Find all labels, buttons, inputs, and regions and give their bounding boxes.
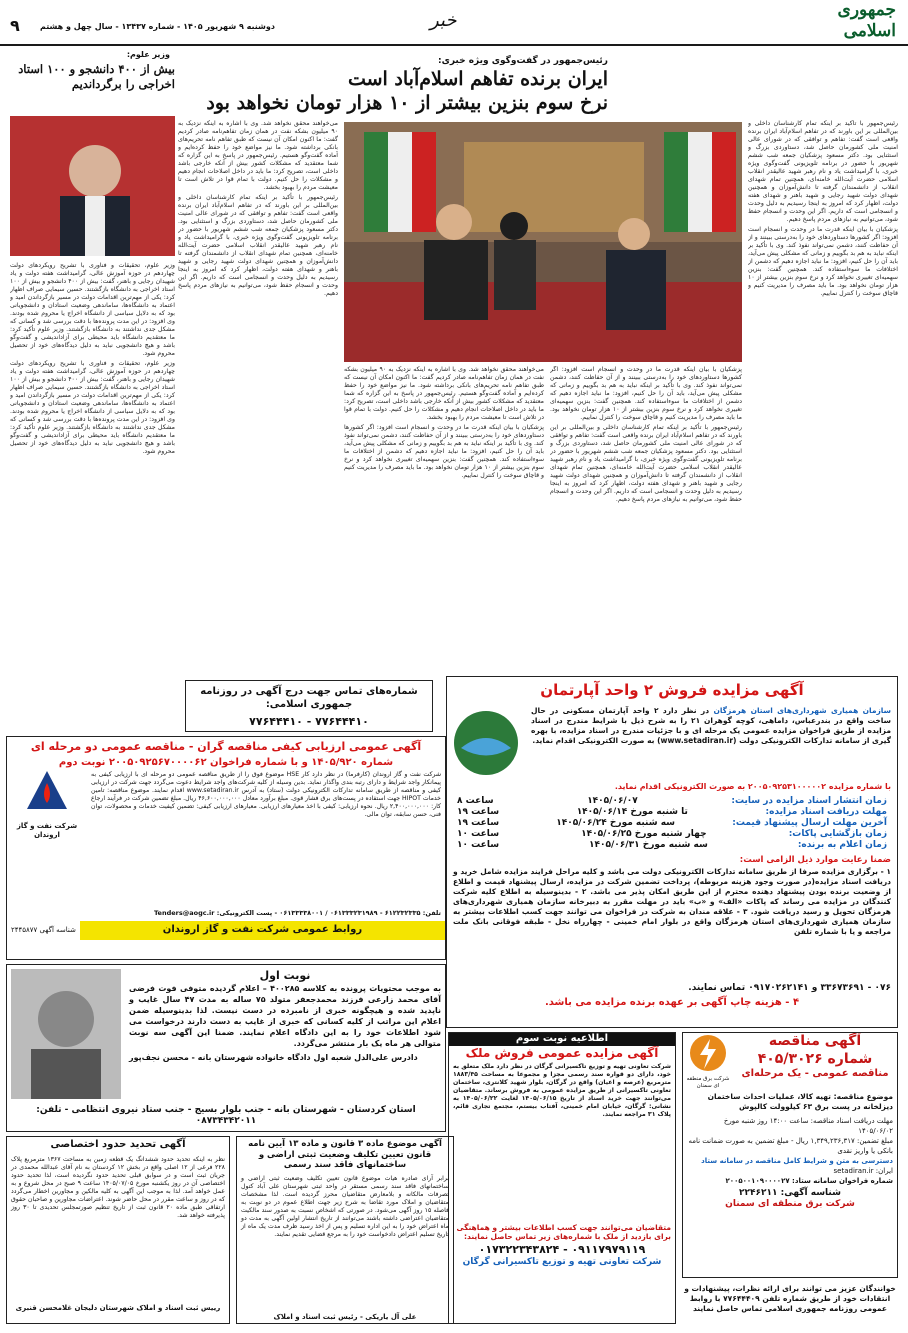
auction-title: آگهی مزایده فروش ۲ واحد آپارتمان xyxy=(540,681,804,699)
land-registration-title: آگهی موضوع ماده ۳ قانون و ماده ۱۳ آیین نامه قانون تعیین تکلیف وضعیت ثبتی اراضی و ساختمانهای فاقد سند رسمی xyxy=(248,1139,442,1171)
contact-box xyxy=(185,680,433,732)
oil-tender-footer: روابط عمومی شرکت نفت و گاز اروندان xyxy=(80,921,445,940)
section-title: خبر xyxy=(430,10,457,31)
land-registration-footer: علی آل یاریکی - رئیس ثبت اسناد و املاک xyxy=(273,1312,417,1321)
lead-column-3: می‌خواهند محقق نخواهد شد. وی با اشاره به اینکه نزدیک به ۹۰ میلیون بشکه نفت در همان زمان تفاهم‌نامه صادر کردیم گفت: ما اکنون امکان آن نیست که طبق تفاهم نامه تحریم‌های بانکی برداشته شود. ما نیز مواضع خود را حفظ کرده‌ایم و آماده گفت‌وگو هستیم. رئیس‌جمهور در پاسخ به این گزاره که شما معتقدید که مشکلات کشور بیش از آنکه خارجی باشد داخلی است، تصریح کرد: ما باید در داخل اصلاحات انجام دهیم و مشکلات را حل کنیم. دولت با تمام قوا در تلاش است تا معیشت مردم را بهبود بخشد. پزشکیان با بیان اینکه قدرت ما در وحدت و انسجام است افزود: اگر کشورها دستاوردهای خود را به‌درستی ببینند و از آن حفاظت کنند، دشمن نمی‌تواند نفوذ کند. وی با تأکید بر اینکه نباید به هم بد بگوییم و زمانی که مشکلی پیش می‌آید، باید آن را حل کنیم، افزود: ما نباید اجازه دهیم که دشمن از اختلافات ما سوءاستفاده کند. همچنین گفت: بنزین سهمیه‌ای تغییری نخواهد کرد و نرخ سوم بنزین بیشتر از ۱۰ هزار تومان نخواهد بود. ما باید مصرف را مدیریت کنیم و قاچاق سوخت را کنترل نماییم. xyxy=(344,366,544,479)
lead-column-2: پزشکیان با بیان اینکه قدرت ما در وحدت و انسجام است افزود: اگر کشورها دستاوردهای خود را به‌درستی ببینند و از آن حفاظت کنند، دشمن نمی‌تواند نفوذ کند. وی با تأکید بر اینکه نباید به هم بد بگوییم و زمانی که مشکلی پیش می‌آید، باید آن را حل کنیم، افزود: ما نباید اجازه دهیم که دشمن از اختلافات ما سوءاستفاده کند. همچنین گفت: بنزین سهمیه‌ای تغییری نخواهد کرد و نرخ سوم بنزین بیشتر از ۱۰ هزار تومان نخواهد بود. ما باید مصرف را مدیریت کنیم و قاچاق سوخت را کنترل نماییم. رئیس‌جمهور با تأکید بر اینکه تمام کارشناسان داخلی و بین‌المللی بر این باورند که در تفاهم اسلام‌آباد ایران برنده واقعی است گفت: تفاهم و توافقی که در شورای عالی امنیت ملی کشورمان حاصل شد، دستاوردی بزرگ و استثنایی بود. دکتر مسعود پزشکیان جمعه شب ششم شهریور با حضور در برنامه تلویزیونی گفت‌وگوی ویژه خبری، با گرامیداشت یاد و نام رهبر شهید عالیقدر انقلاب اسلامی حضرت آیت‌الله خامنه‌ای، همچنین تمام شهدای انقلاب از دانشمندان گرفته تا دانش‌آموزان و همچنین شهدای دولت شهید رجایی و شهید باهنر و شهدای هفته دولت، اظهار کرد که امروز به اینجا رسیدیم به دلیل وحدت و انسجامی است که داریم. اگر این وحدت و انسجام حفظ شود، می‌توانیم به نیازهای مردم پاسخ دهیم. xyxy=(550,366,742,503)
person-portrait-icon xyxy=(11,969,121,1099)
notice-address: استان کردستان - شهرستان بانه - جنب بلوار بسیج - جنب ستاد نیروی انتظامی - تلفن: ۰۸۷۳۴۳۴۲۰۱۱ xyxy=(36,1105,416,1127)
oil-company-logo-icon xyxy=(17,769,77,819)
power-tender-company: شرکت برق منطقه ای سمنان xyxy=(725,1198,855,1209)
notice-title: نوبت اول xyxy=(259,969,311,982)
sidebar-kicker: وزیر علوم: xyxy=(126,50,170,59)
auction-intro: سازمان همیاری شهرداری‌های استان هرمزگان در نظر دارد ۲ واحد آپارتمان مسکونی در حال ساخت واقع در بندرعباس، داماهی، کوچه گوهران ۲۱ را به شرح ذیل با شرایط مندرج در اسناد مزایده از طریق فراخوان مزایده عمومی یک مرحله ای و با جزئیات مندرج در اسناد مزایده، با بهره گیری از سامانه تدارکات الکترونیکی دولت (www.setadiran.ir) به صورت الکترونیکی اقدام نماید. xyxy=(531,705,892,745)
lead-subheadline: نرخ سوم بنزین بیشتر از ۱۰ هزار تومان نخواهد بود xyxy=(206,92,608,114)
page-number: ۹ xyxy=(10,16,20,35)
contact-title: شماره‌های تماس جهت درج آگهی در روزنامه جمهوری اسلامی: xyxy=(200,686,418,710)
auction-ad xyxy=(446,676,898,1028)
lead-column-4: می‌خواهند محقق نخواهد شد. وی با اشاره به اینکه نزدیک به ۹۰ میلیون بشکه نفت در همان زمان تفاهم‌نامه صادر کردیم گفت: ما اکنون امکان آن نیست که طبق تفاهم نامه تحریم‌های بانکی برداشته شود. ما نیز مواضع خود را حفظ کرده‌ایم و آماده گفت‌وگو هستیم. رئیس‌جمهور در پاسخ به این گزاره که شما معتقدید که مشکلات کشور بیش از آنکه خارجی باشد داخلی است، تصریح کرد: ما باید در داخل اصلاحات انجام دهیم و مشکلات را حل کنیم. دولت با تمام قوا در تلاش است تا معیشت مردم را بهبود بخشد. رئیس‌جمهور با تأکید بر اینکه تمام کارشناسان داخلی و بین‌المللی بر این باورند که در تفاهم اسلام‌آباد ایران برنده واقعی است گفت: تفاهم و توافقی که در شورای عالی امنیت ملی کشورمان حاصل شد، دستاوردی بزرگ و استثنایی بود. دکتر مسعود پزشکیان جمعه شب ششم شهریور با حضور در برنامه تلویزیونی گفت‌وگوی ویژه خبری، با گرامیداشت یاد و نام رهبر شهید عالیقدر انقلاب اسلامی حضرت آیت‌الله خامنه‌ای، همچنین تمام شهدای انقلاب از دانشمندان گرفته تا دانش‌آموزان و همچنین شهدای دولت شهید رجایی و شهید باهنر و شهدای هفته دولت، اظهار کرد که امروز به اینجا رسیدیم به دلیل وحدت و انسجامی است که داریم. اگر این وحدت و انسجام حفظ شود، می‌توانیم به نیازهای مردم پاسخ دهیم. xyxy=(178,120,338,297)
auction-schedule xyxy=(447,792,897,855)
auction-footer: ۴ - هزینه چاپ آگهی بر عهده برنده مزایده می باشد. xyxy=(544,996,800,1008)
auction-phones: ۰۷۶ - ۳۳۶۷۳۶۹۱ و ۰۹۱۷۰۲۶۲۱۴۱ تماس نمایند. xyxy=(688,983,891,994)
schedule-row: زمان اعلام به برنده: سه شنبه مورخ ۱۴۰۵/۰۶/۳۱ ساعت ۱۰ xyxy=(457,839,887,850)
boundary-notice-title: آگهی تحدید حدود اختصاصی xyxy=(50,1139,186,1150)
newspaper-logo xyxy=(826,0,896,41)
minister-portrait-icon xyxy=(10,116,175,256)
auction-conditions: ۱ - برگزاری مزایده صرفا از طریق سامانه تدارکات الکترونیکی دولت می باشد و کلیه مراحل فرایند مزایده شامل خرید و دریافت اسناد مزایده(در صورت وجود هزینه مربوطه)، پرداخت تضمین شرکت در مزایده، ارسال پیشنهاد قیمت و اطلاع از وضعیت برنده بودن پیشنهاد دهنده محترم از این طریق امکان پذیر می باشد. ۲ - بدینوسیله به اطلاع کلیه شرکت کنندگان در مزایده می رساند که پاکات «الف» و «ب» باید در مهلت مقرر به دبیرخانه سازمان همیاری شهرداری‌های هرمزگان تحویل و رسید دریافت شود. ۳ - علاقه مندان به شرکت در فراخوان می توانند جهت کسب اطلاعات بیشتر به سازمان همیاری شهرداری‌های استان هرمزگان واقع در بلوار امام خمینی - چهارراه نخل - طبقه فوقانی بانک ملت مراجعه و یا با شماره تلفن xyxy=(453,867,891,937)
notice-body: به موجب محتویات پرونده به کلاسه ۴۰۰۲۸۵ – اعلام گردیده متوفی فوت فرضی آقای محمد زارعی فرزند محمدجعفر متولد ۷۵ ساله به مدت ۴۷ سال غایب و ناپدید شده و هیچگونه خبری از نامبرده در دست نیست. لذا بدینوسیله ضمن اعلام این مراتب از کلیه کسانی که خبری از غایب به دست دارند درخواست می شود اطلاعات خود را به این دادگاه اعلام نمایند. ضمنا این آگهی سه نوبت متوالی هر ماه یک بار منتشر می‌گردد. xyxy=(129,983,441,1048)
lead-photo xyxy=(344,122,742,362)
reader-promo: خوانندگان عزیز می توانند برای ارائه نظرات، پیشنهادات و انتقادات خود از طریق شماره تلفن ۷۷۶۴۴۴۰۹ با روابط عمومی روزنامه جمهوری اسلامی تماس حاصل نمایند xyxy=(684,1284,896,1313)
logo-text: جمهوری اسلامی xyxy=(837,0,896,41)
property-auction-title: آگهی مزایده عمومی فروش ملک xyxy=(465,1045,659,1060)
oil-tender-subtitle: شماره ۱۴۰۵/۹۲۰ و با شماره فراخوان ۲۰۰۵۰۹۲۵۶۷۰۰۰۰۶۲ نوبت دوم xyxy=(58,756,394,768)
sidebar-headline: بیش از ۴۰۰ دانشجو و ۱۰۰ استاد اخراجی را برگرداندیم xyxy=(18,62,175,91)
property-auction-highlight: متقاضیان می‌توانند جهت کسب اطلاعات بیشتر و هماهنگی برای بازدید از ملک با شماره‌های زیر تماس حاصل نمایند: xyxy=(456,1222,671,1241)
date-line: دوشنبه ۹ شهریور ۱۴۰۵ - شماره ۱۳۴۳۷ - سال چهل و هشتم xyxy=(40,22,275,31)
power-tender-ad-id: شناسه آگهی: ۲۲۴۶۲۱۱ xyxy=(739,1187,841,1198)
oil-tender-logo: شرکت نفت و گاز اروندان xyxy=(7,769,87,909)
oil-tender-footer-row xyxy=(7,921,445,940)
person-photo xyxy=(11,969,121,1099)
property-auction-body: شرکت تعاونی تهیه و توزیع تاکسیرانی گرگان در نظر دارد ملک متعلق به خود، دارای دو قواره سند رسمی مجزا و مجموعا به مساحت ۱۸۸۳/۴۵ مترمربع (عرصه و اعیان) واقع در گرگان، بلوار شهید کلانتری، ساختمان تعاونی تاکسیرانی از طریق مزایده عمومی به فروش برساند. متقاضیان می‌توانند جهت خرید اسناد از تاریخ ۱۴۰۵/۰۶/۱۵ لغایت ۱۴۰۵/۰۶/۲۲ به نشانی: گرگان، خیابان امام خمینی، آفتاب بیستم، مجتمع تجاری قائم، پلاک ۳۱ مراجعه نمایند. xyxy=(453,1062,672,1118)
court-notice-ad xyxy=(6,964,446,1132)
power-tender-number: شماره ۴۰۵/۳۰۲۶ xyxy=(757,1050,873,1067)
power-tender-type: مناقصه عمومی - یک مرحله‌ای xyxy=(741,1068,889,1079)
oil-tender-ad xyxy=(6,736,446,960)
oil-tender-body: شرکت نفت و گاز اروندان (کارفرما) در نظر دارد کار HSE موضوع فوق را از طریق مناقصه عمومی دو مرحله ای با ارزیابی کیفی به پیمانکار واجد شرایط و دارای رتبه بندی واگذار نماید. بدین وسیله از کلیه شرکت‌های واجد شرایط دعوت می‌گردد جهت شرکت در ارزیابی کیفی و مناقصه از طریق سامانه تدارکات الکترونیکی دولت (ستاد) به آدرس www.setadiran.ir اقدام نمایند. موضوع مناقصه: تامین خدمات HIPOT جهت استفاده در پست‌های برق فشار قوی. مبلغ برآورد معادل ۴۶,۶۰۰,۰۰۰,۰۰۰ ریال. مبلغ تضمین شرکت در فرآیند ارجاع کار: ۲,۴۰۰,۰۰۰,۰۰۰ ریال. نحوه ارزیابی: کیفی با اخذ معیارهای ارزیابی. معیارهای ارزیابی کیفی: تضمین کیفیت خدمات و محصولات، توان فنی، حسن سابقه، توان مالی. xyxy=(91,771,442,819)
auction-logo-icon xyxy=(451,708,521,778)
power-tender-subject: موضوع مناقصه: تهیه کالا، عملیات احداث ساختمان دیزلخانه در پست برق ۶۳ کیلوولت کالپوش xyxy=(707,1091,893,1111)
oil-tender-ad-id: شناسه آگهی ۲۴۴۵۸۷۷ xyxy=(11,926,76,935)
boundary-notice-ad xyxy=(6,1136,230,1324)
auction-conditions-title: ضمنا رعایت موارد ذیل الزامی است: xyxy=(739,854,891,865)
property-auction-footer: شرکت تعاونی تهیه و توزیع تاکسیرانی گرگان xyxy=(462,1257,662,1267)
property-auction-notice: اطلاعیه نوبت سوم xyxy=(449,1033,675,1046)
boundary-notice-body: نظر به اینکه تحدید حدود ششدانگ یک قطعه زمین به مساحت ۱۳۶۷ مترمربع پلاک ۲۲۸ فرعی از ۱۲ اصلی واقع در بخش ۱۲ کردستان به نام آقای عبدالله محمدی در جریان ثبت است و در سوابق قبلی تحدید حدود نگردیده است، لذا تحدید حدود اختصاصی آن در روز یکشنبه مورخ ۱۴۰۵/۰۷/۰۵ ساعت ۹ صبح در محل شروع و به عمل خواهد آمد. لذا به موجب این آگهی به کلیه مالکین و مجاورین اخطار می‌گردد که در روز و ساعت مقرر در محل حاضر شوند. اعتراضات مجاورین و صاحبان حقوق ارتفاقی طبق ماده ۲۰ قانون ثبت از تاریخ تنظیم صورتمجلس تحدیدی تا ۳۰ روز پذیرفته خواهد شد. xyxy=(11,1155,226,1219)
schedule-row: زمان بازگشایی پاکات: چهار شنبه مورخ ۱۴۰۵/۰۶/۲۵ ساعت ۱۰ xyxy=(457,828,887,839)
power-company-logo: شرکت برق منطقه ای سمنان xyxy=(683,1033,733,1090)
boundary-notice-footer: رییس ثبت اسناد و املاک شهرستان دلیجان غلامحسن قنبری xyxy=(15,1303,221,1312)
contact-phones: ۷۷۶۴۴۴۱۰ - ۷۷۶۴۴۴۱۰ xyxy=(249,715,369,728)
lead-kicker: رئیس‌جمهور در گفت‌وگوی ویژه خبری: xyxy=(437,56,608,66)
notice-signature: دادرس علی‌الدل شعبه اول دادگاه خانواده شهرستان بانه - محسن نجف‌پور xyxy=(129,1052,418,1062)
power-company-logo-icon xyxy=(686,1033,730,1073)
schedule-row: زمان انتشار اسناد مزایده در سایت: ۱۴۰۵/۰۶/۰۷ ساعت ۸ xyxy=(457,795,887,806)
power-tender-lines: مهلت دریافت اسناد مناقصه: ساعت ۱۴:۰۰ روز شنبه مورخ ۱۴۰۵/۰۶/۰۲ مبلغ تضمین: ۱,۳۴۹,۲۳۶,۳۱۷ ریال - مبلغ تضمین به صورت ضمانت نامه بانکی یا واریز نقدی دسترسی به متن و شرایط کامل مناقصه در سامانه ستاد ایران: setadiran.ir شماره فراخوان سامانه ستاد: ۲۰۰۵۰۰۱۰۹۰۰۰۰۲۷ xyxy=(688,1116,893,1185)
power-tender-ad xyxy=(682,1032,898,1278)
schedule-row: مهلت دریافت اسناد مزایده: تا شنبه مورخ ۱۴۰۵/۰۶/۱۴ ساعت ۱۹ xyxy=(457,806,887,817)
sidebar-body: وزیر علوم، تحقیقات و فناوری با تشریح رویکردهای دولت چهاردهم در حوزه آموزش عالی، گرامیداشت هفته دولت و یاد شهیدان رجایی و باهنر، گفت: بیش از ۴۰۰ دانشجو و بیش از ۱۰۰ استاد اخراجی به دانشگاه بازگشتند. حسین سیمایی صراف اظهار کرد: یکی از مهم‌ترین اقدامات دولت در مسیر بازگرداندن امید و اعتماد به دانشگاه‌ها، ساماندهی وضعیت استادان و دانشجویانی بود که به دلایل سیاسی از دانشگاه اخراج یا محروم شده بودند. وی افزود: در این مدت پرونده‌ها با دقت بررسی شد و کسانی که مشکل جدی نداشتند به دانشگاه بازگشتند. وزیر علوم تأکید کرد: ما معتقدیم دانشگاه باید محیطی برای آزاداندیشی و گفت‌وگو باشد و هیچ دانشجویی نباید به دلیل دیدگاه‌های خود از تحصیل محروم شود. وزیر علوم، تحقیقات و فناوری با تشریح رویکردهای دولت چهاردهم در حوزه آموزش عالی، گرامیداشت هفته دولت و یاد شهیدان رجایی و باهنر، گفت: بیش از ۴۰۰ دانشجو و بیش از ۱۰۰ استاد اخراجی به دانشگاه بازگشتند. حسین سیمایی صراف اظهار کرد: یکی از مهم‌ترین اقدامات دولت در مسیر بازگرداندن امید و اعتماد به دانشگاه‌ها، ساماندهی وضعیت استادان و دانشجویانی بود که به دلایل سیاسی از دانشگاه اخراج یا محروم شده بودند. وی افزود: در این مدت پرونده‌ها با دقت بررسی شد و کسانی که مشکل جدی نداشتند به دانشگاه بازگشتند. وزیر علوم تأکید کرد: ما معتقدیم دانشگاه باید محیطی برای آزاداندیشی و گفت‌وگو باشد و هیچ دانشجویی نباید به دلیل دیدگاه‌های خود از تحصیل محروم شود. xyxy=(10,262,175,455)
masthead xyxy=(0,0,908,46)
schedule-row: آخرین مهلت ارسال پیشنهاد قیمت: سه شنبه مورخ ۱۴۰۵/۰۶/۲۴ ساعت ۱۹ xyxy=(457,817,887,828)
lead-headline: ایران برنده تفاهم اسلام‌آباد است xyxy=(347,68,608,90)
land-registration-body: برابر آرای صادره هیات موضوع قانون تعیین تکلیف وضعیت ثبتی اراضی و ساختمانهای فاقد سند رسمی مستقر در واحد ثبتی شهرستان علی آباد کتول تصرفات مالکانه و بلامعارض متقاضیان محرز گردیده است. لذا مشخصات متقاضیان و املاک مورد تقاضا به شرح زیر جهت اطلاع عموم در دو نوبت به فاصله ۱۵ روز آگهی می‌شود. در صورتی که اشخاص نسبت به صدور سند مالکیت متقاضیان اعتراضی داشته باشند می‌توانند از تاریخ انتشار اولین آگهی به مدت دو ماه اعتراض خود را به این اداره تسلیم و پس از اخذ رسید ظرف مدت یک ماه از تاریخ تسلیم اعتراض دادخواست خود را به مرجع قضایی تقدیم نمایند. xyxy=(241,1174,449,1238)
interview-photo-icon xyxy=(344,122,742,362)
property-auction-ad xyxy=(448,1032,676,1324)
power-tender-title: آگهی مناقصه xyxy=(768,1033,862,1049)
minister-photo xyxy=(10,116,175,256)
property-auction-phones: ۰۹۱۱۷۹۷۹۱۱۹ - ۰۱۷۳۲۲۳۴۳۸۲۴ xyxy=(478,1243,646,1257)
lead-column-1: رئیس‌جمهور با تأکید بر اینکه تمام کارشناسان داخلی و بین‌المللی بر این باورند که در تفاهم اسلام‌آباد ایران برنده واقعی است گفت: تفاهم و توافقی که در شورای عالی امنیت ملی کشورمان حاصل شد، دستاوردی بزرگ و استثنایی بود. دکتر مسعود پزشکیان جمعه شب ششم شهریور با حضور در برنامه تلویزیونی گفت‌وگوی ویژه خبری، با گرامیداشت یاد و نام رهبر شهید عالیقدر انقلاب اسلامی حضرت آیت‌الله خامنه‌ای، همچنین تمام شهدای انقلاب از دانشمندان گرفته تا دانش‌آموزان و همچنین شهدای دولت شهید رجایی و شهید باهنر و شهدای هفته دولت، اظهار کرد که امروز به اینجا رسیدیم به دلیل وحدت و انسجامی است که داریم. اگر این وحدت و انسجام حفظ شود، می‌توانیم به نیازهای مردم پاسخ دهیم. پزشکیان با بیان اینکه قدرت ما در وحدت و انسجام است افزود: اگر کشورها دستاوردهای خود را به‌درستی ببینند و از آن حفاظت کنند، دشمن نمی‌تواند نفوذ کند. وی با تأکید بر اینکه نباید به هم بد بگوییم و زمانی که مشکلی پیش می‌آید، باید آن را حل کنیم، افزود: ما نباید اجازه دهیم که دشمن از اختلافات ما سوءاستفاده کند. همچنین گفت: بنزین سهمیه‌ای تغییری نخواهد کرد و نرخ سوم بنزین بیشتر از ۱۰ هزار تومان نخواهد بود. ما باید مصرف را مدیریت کنیم و قاچاق سوخت را کنترل نماییم. xyxy=(748,120,898,297)
land-registration-ad xyxy=(236,1136,454,1324)
oil-tender-contact: تلفن: ۶۱۲۲۳۲۳۳۵ - ۰۶۱۳۳۳۲۳۱۹۸۹ / ۰۶۱۳۳۳۳۸۰۰۱ - پست الکترونیکی: Tenders@aogc.ir xyxy=(153,909,441,918)
auction-number: با شماره مزایده ۲۰۰۵۰۹۲۵۳۱۰۰۰۰۰۲ به صورت الکترونیکی اقدام نماید. xyxy=(614,781,891,791)
oil-tender-title: آگهی عمومی ارزیابی کیفی مناقصه گران - مناقصه عمومی دو مرحله ای xyxy=(30,740,422,753)
